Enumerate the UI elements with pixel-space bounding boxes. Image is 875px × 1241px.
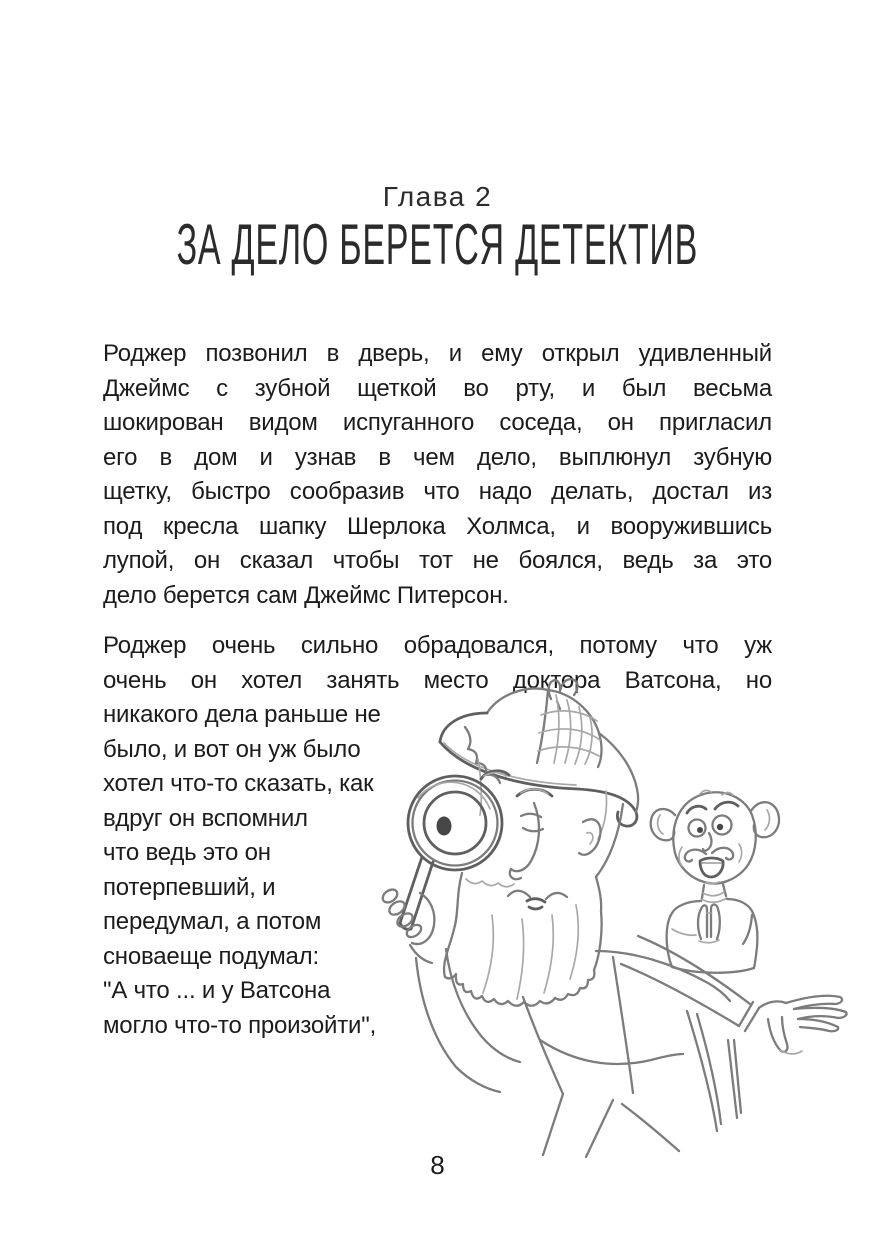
text-line: хотел что-то сказать, как bbox=[103, 770, 374, 797]
text-line: никакого дела раньше не bbox=[103, 701, 381, 728]
text-line: могло что-то произойти", bbox=[103, 1011, 377, 1039]
text-line: дело берется сам Джеймс Питерсон. bbox=[103, 581, 509, 609]
text-line: было, и вот он уж было bbox=[103, 735, 361, 763]
open-hand bbox=[759, 996, 847, 1054]
text-line: "А что ... и у Ватсона bbox=[103, 977, 331, 1004]
paragraph-2 bbox=[103, 629, 772, 1043]
text-line: потерпевший, и bbox=[103, 873, 276, 901]
text-line: Роджер позвонил в дверь, и ему открыл удивленный bbox=[103, 340, 772, 367]
text-line: что ведь это он bbox=[103, 839, 271, 866]
chapter-label: Глава 2 bbox=[382, 181, 493, 212]
text-line: Роджер очень сильно обрадовался, потому что уж bbox=[103, 632, 772, 659]
chapter-title: ЗА ДЕЛО БЕРЕТСЯ ДЕТЕКТИВ bbox=[176, 211, 699, 277]
text-line: шокирован видом испуганного соседа, он пригласил bbox=[103, 409, 772, 436]
text-line: сноваеще подумал: bbox=[103, 942, 319, 970]
text-line: под кресла шапку Шерлока Холмса, и вооружившись bbox=[103, 512, 772, 540]
paragraph-1 bbox=[103, 337, 772, 613]
text-line: вдруг он вспомнил bbox=[103, 804, 308, 832]
text-line: Джеймс с зубной щеткой во рту, и был весьма bbox=[103, 374, 772, 402]
page-number: 8 bbox=[430, 1150, 445, 1180]
text-line: щетку, быстро сообразив что надо делать, достал из bbox=[103, 478, 772, 505]
text-line: лупой, он сказал чтобы тот не боялся, ведь за это bbox=[103, 547, 772, 574]
text-line: передумал, а потом bbox=[103, 908, 322, 935]
text-line: очень он хотел занять место доктора Ватсона, но bbox=[103, 666, 772, 694]
chapter-title-wrap bbox=[0, 210, 875, 277]
text-line: его в дом и узнав в чем дело, выплюнул зубную bbox=[103, 443, 772, 471]
